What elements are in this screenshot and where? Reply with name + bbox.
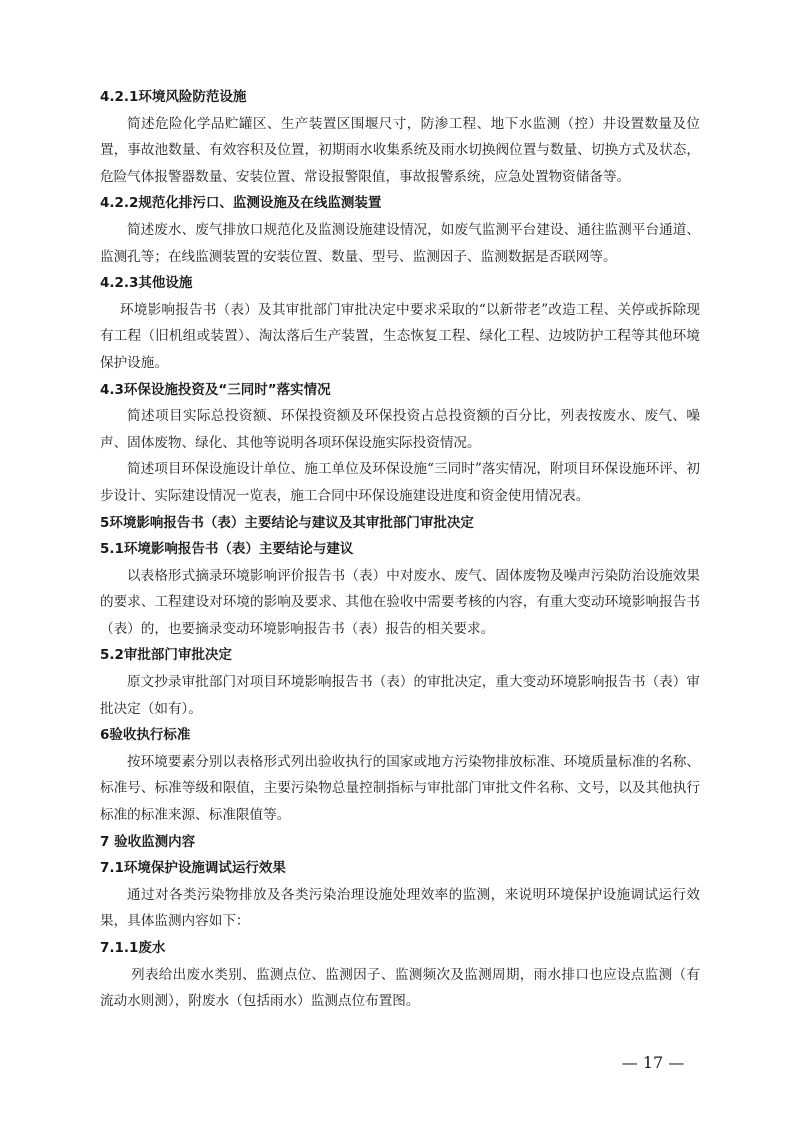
section-heading: 5.1环境影响报告书（表）主要结论与建议	[100, 541, 354, 558]
document-page	[100, 84, 700, 1015]
body-paragraph: 原文抄录审批部门对项目环境影响报告书（表）的审批决定，重大变动环境影响报告书（表）审批决定（如有）。	[100, 674, 700, 717]
chapter-heading: 5环境影响报告书（表）主要结论与建议及其审批部门审批决定	[100, 514, 474, 531]
body-paragraph: 简述项目环保设施设计单位、施工单位及环保设施“三同时”落实情况，附项目环保设施环评、初步设计、实际建设情况一览表，施工合同中环保设施建设进度和资金使用情况表。	[100, 461, 700, 504]
chapter-heading: 6验收执行标准	[100, 727, 191, 744]
body-paragraph: 环境影响报告书（表）及其审批部门审批决定中要求采取的“以新带老”改造工程、关停或拆除现有工程（旧机组或装置）、淘汰落后生产装置，生态恢复工程、绿化工程、边坡防护工程等其他环境保护设施。	[100, 301, 700, 371]
body-paragraph: 按环境要素分别以表格形式列出验收执行的国家或地方污染物排放标准、环境质量标准的名称、标准号、标准等级和限值，主要污染物总量控制指标与审批部门审批文件名称、文号，以及其他执行标准的标准来源、标准限值等。	[100, 753, 700, 824]
body-paragraph: 简述废水、废气排放口规范化及监测设施建设情况，如废气监测平台建设、通往监测平台通道、监测孔等；在线监测装置的安装位置、数量、型号、监测因子、监测数据是否联网等。	[100, 221, 700, 265]
body-paragraph: 列表给出废水类别、监测点位、监测因子、监测频次及监测周期，雨水排口也应设点监测（有流动水则测），附废水（包括雨水）监测点位布置图。	[100, 966, 700, 1010]
section-heading: 4.2.2规范化排污口、监测设施及在线监测装置	[100, 195, 382, 212]
section-heading: 4.2.3其他设施	[100, 275, 193, 292]
body-paragraph: 通过对各类污染物排放及各类污染治理设施处理效率的监测，来说明环境保护设施调试运行效果，具体监测内容如下：	[100, 886, 700, 930]
section-heading: 4.3环保设施投资及“三同时”落实情况	[100, 381, 331, 398]
body-paragraph: 以表格形式摘录环境影响评价报告书（表）中对废水、废气、固体废物及噪声污染防治设施效果的要求、工程建设对环境的影响及要求、其他在验收中需要考核的内容，有重大变动环境影响报告书（表）的，也要摘录变动环境影响报告书（表）报告的相关要求。	[100, 567, 700, 637]
section-heading: 7.1.1废水	[100, 940, 166, 956]
body-paragraph: 简述项目实际总投资额、环保投资额及环保投资占总投资额的百分比，列表按废水、废气、噪声、固体废物、绿化、其他等说明各项环保设施实际投资情况。	[100, 408, 700, 451]
body-paragraph: 简述危险化学品贮罐区、生产装置区围堰尺寸，防渗工程、地下水监测（控）井设置数量及位置，事故池数量、有效容积及位置，初期雨水收集系统及雨水切换阀位置与数量、切换方式及状态，危险气体报警器数量、安装位置、常设报警限值，事故报警系统，应急处置物资储备等。	[100, 115, 700, 185]
section-heading: 5.2审批部门审批决定	[100, 647, 232, 664]
page-number: — 17 —	[621, 1053, 685, 1072]
section-heading: 4.2.1环境风险防范设施	[100, 89, 247, 105]
chapter-heading: 7 验收监测内容	[100, 833, 196, 850]
section-heading: 7.1环境保护设施调试运行效果	[100, 860, 286, 877]
